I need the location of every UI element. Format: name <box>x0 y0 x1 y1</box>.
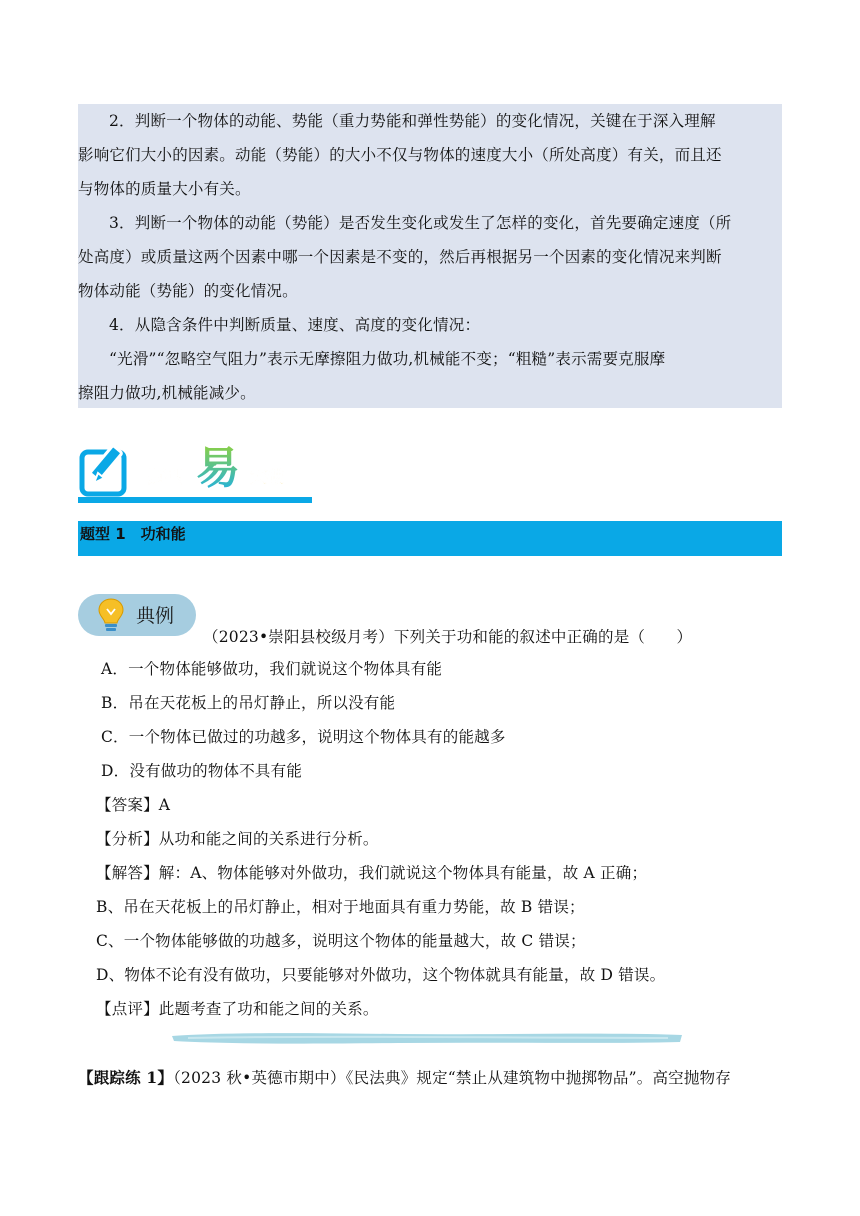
banner-underline <box>78 497 312 503</box>
option-b: B．吊在天花板上的吊灯静止，所以没有能 <box>101 694 396 712</box>
topic-title: 题型 1 功和能 <box>80 525 186 543</box>
answer-line: 【答案】A <box>96 796 171 814</box>
tip-3-line-2: 处高度）或质量这两个因素中哪一个因素是不变的，然后再根据另一个因素的变化情况来判断 <box>78 248 722 266</box>
solution-line-3: C、一个物体能够做的功越多，说明这个物体的能量越大，故 C 错误； <box>96 932 586 950</box>
solution-line-4: D、物体不论有没有做功，只要能够对外做功，这个物体就具有能量，故 D 错误。 <box>96 966 666 984</box>
tip-2-line-1: 2．判断一个物体的动能、势能（重力势能和弹性势能）的变化情况，关键在于深入理解 <box>109 112 716 130</box>
brush-divider <box>168 1027 686 1049</box>
option-d: D．没有做功的物体不具有能 <box>101 762 303 780</box>
example-label: 典例 <box>136 605 175 627</box>
banner-text-left: 题型 <box>148 468 182 488</box>
tips-box <box>78 104 782 408</box>
tip-2-line-2: 影响它们大小的因素。动能（势能）的大小不仅与物体的速度大小（所处高度）有关，而且还 <box>78 146 722 164</box>
banner-text-right: 突破 <box>250 468 284 488</box>
banner-text-big: 易 <box>196 443 240 494</box>
tip-2-line-3: 与物体的质量大小有关。 <box>78 180 251 198</box>
banner-graphic <box>78 428 318 504</box>
followup-text: （2023 秋•英德市期中）《民法典》规定“禁止从建筑物中抛掷物品”。高空抛物存 <box>173 1069 731 1087</box>
comment-line: 【点评】此题考查了功和能之间的关系。 <box>96 1000 379 1018</box>
tip-4-line-2: “光滑”“忽略空气阻力”表示无摩擦阻力做功,机械能不变；“粗糙”表示需要克服摩 <box>109 350 666 368</box>
analysis-line: 【分析】从功和能之间的关系进行分析。 <box>96 830 379 848</box>
pencil-edit-icon <box>82 445 124 494</box>
tip-4-line-3: 擦阻力做功,机械能减少。 <box>78 384 256 402</box>
followup-label: 【跟踪练 1】 <box>78 1068 174 1087</box>
example-badge <box>78 594 196 636</box>
followup-line <box>78 1067 731 1089</box>
topic-header-bar <box>78 521 782 556</box>
tip-4-line-1: 4．从隐含条件中判断质量、速度、高度的变化情况： <box>109 316 481 334</box>
option-c: C．一个物体已做过的功越多，说明这个物体具有的能越多 <box>101 728 506 746</box>
lightbulb-icon <box>97 597 125 633</box>
solution-line-1: 【解答】解：A、物体能够对外做功，我们就说这个物体具有能量，故 A 正确； <box>96 864 648 882</box>
tip-3-line-3: 物体动能（势能）的变化情况。 <box>78 282 298 300</box>
option-a: A．一个物体能够做功，我们就说这个物体具有能 <box>101 660 443 678</box>
question-text: （2023•崇阳县校级月考）下列关于功和能的叙述中正确的是（ ） <box>203 628 693 646</box>
tip-3-line-1: 3．判断一个物体的动能（势能）是否发生变化或发生了怎样的变化，首先要确定速度（所 <box>109 214 732 232</box>
solution-line-2: B、吊在天花板上的吊灯静止，相对于地面具有重力势能，故 B 错误； <box>96 898 585 916</box>
section-banner <box>78 428 318 504</box>
